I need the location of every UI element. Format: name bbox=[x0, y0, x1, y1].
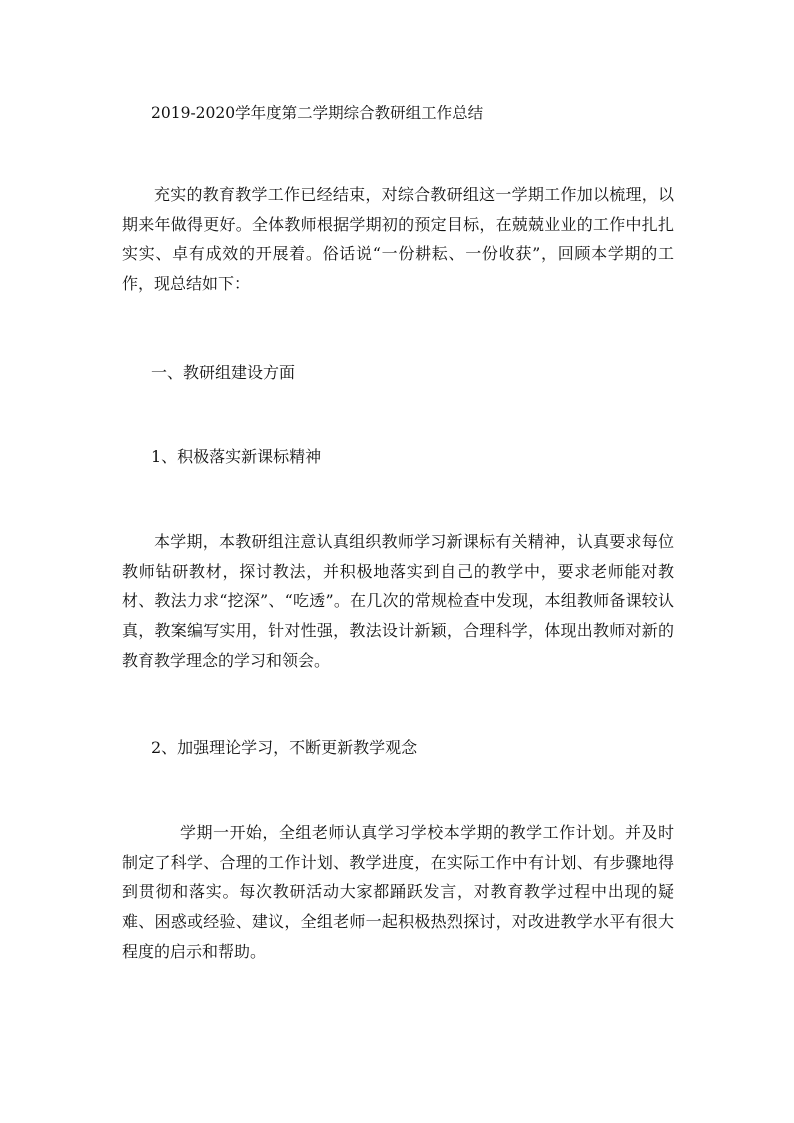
section-heading-1: 一、教研组建设方面 bbox=[151, 363, 296, 382]
intro-paragraph: 充实的教育教学工作已经结束，对综合教研组这一学期工作加以梳理，以期来年做得更好。全体教师根据学期初的预定目标，在兢兢业业的工作中扎扎实实、卓有成效的开展着。俗话说“一份耕耘、一份收获”，回顾本学期的工作，现总结如下： bbox=[122, 185, 674, 294]
document-title: 2019-2020学年度第二学期综合教研组工作总结 bbox=[151, 104, 484, 122]
subsection-heading-2: 2、加强理论学习，不断更新教学观念 bbox=[151, 738, 418, 757]
body-paragraph-2: 本学期，本教研组注意认真组织教师学习新课标有关精神，认真要求每位教师钻研教材，探讨教法，并积极地落实到自己的教学中，要求老师能对教材、教法力求“挖深”、“吃透”。在几次的常规检查中发现，本组教师备课较认真，教案编写实用，针对性强，教法设计新颖，合理科学，体现出教师对新的教育教学理念的学习和领会。 bbox=[122, 532, 674, 670]
subsection-heading-1: 1、积极落实新课标精神 bbox=[151, 447, 322, 466]
body-paragraph-3: 学期一开始，全组老师认真学习学校本学期的教学工作计划。并及时制定了科学、合理的工作计划、教学进度，在实际工作中有计划、有步骤地得到贯彻和落实。每次教研活动大家都踊跃发言，对教育教学过程中出现的疑难、困惑或经验、建议，全组老师一起积极热烈探讨，对改进教学水平有很大程度的启示和帮助。 bbox=[122, 823, 674, 961]
